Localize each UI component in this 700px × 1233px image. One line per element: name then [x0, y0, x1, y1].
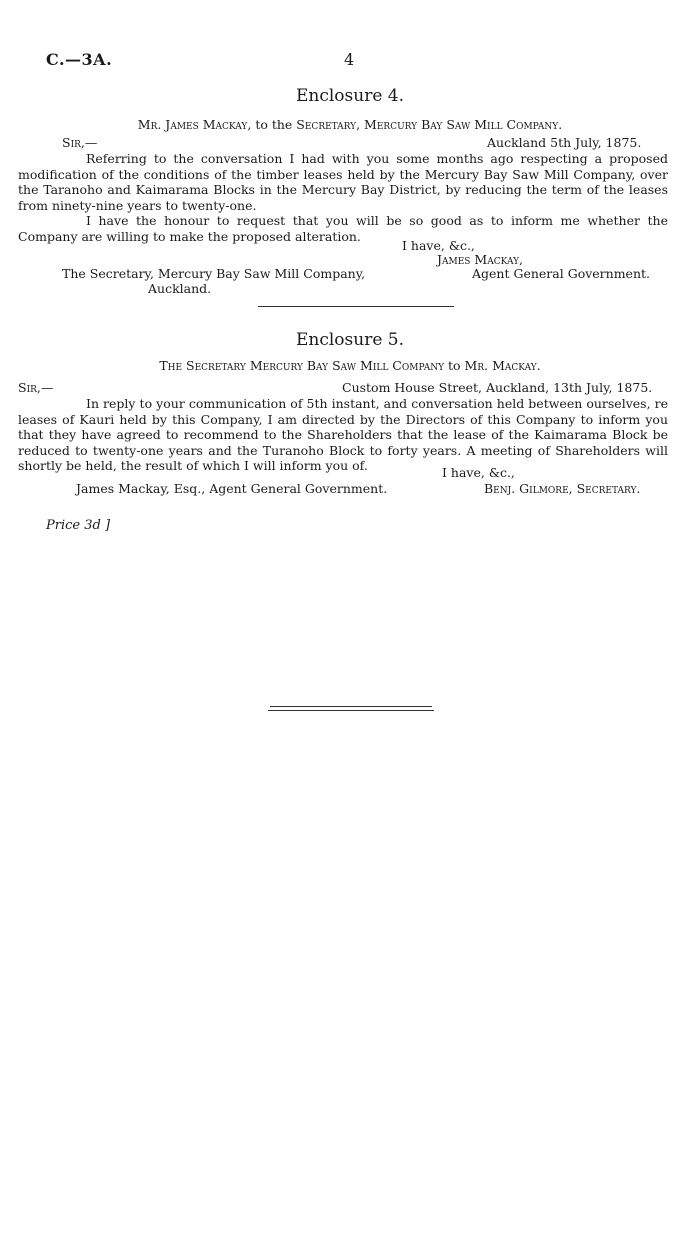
page-number: 4 [344, 50, 355, 69]
enclosure-4-salutation: Sir,— [62, 135, 98, 150]
enclosure-5-salutation: Sir,— [18, 380, 54, 395]
section-divider [258, 306, 454, 307]
document-reference: C.—3A. [46, 50, 113, 69]
enclosure-4-date: Auckland 5th July, 1875. [487, 135, 642, 150]
enclosure-5-addressee: James Mackay, Esq., Agent General Government. [76, 481, 388, 496]
end-rule-top [270, 706, 432, 707]
enclosure-4-addressee-line-1: The Secretary, Mercury Bay Saw Mill Company, [62, 266, 366, 281]
enclosure-5-signature: Benj. Gilmore, Secretary. [484, 481, 641, 496]
enclosure-4-connector: to the [255, 117, 293, 132]
enclosure-5-from: The Secretary Mercury Bay Saw Mill Company [159, 358, 445, 373]
enclosure-4-subtitle: Mr. James Mackay, to the Secretary, Mercury Bay Saw Mill Company. [137, 117, 563, 132]
enclosure-4-signature-name: James Mackay, [437, 252, 524, 267]
enclosure-5-connector: to [448, 358, 461, 373]
enclosure-5-subtitle [0, 358, 700, 373]
enclosure-5-title: Enclosure 5. [295, 330, 405, 350]
end-rule-bottom [268, 710, 434, 711]
enclosure-4-addressee-line-2: Auckland. [148, 281, 212, 296]
enclosure-4-closing: I have, &c., [402, 238, 475, 253]
enclosure-5-date: Custom House Street, Auckland, 13th July, 1875. [342, 380, 653, 395]
enclosure-4-paragraph-1: Referring to the conversation I had with you some months ago respecting a proposed modification of the conditions of the timber leases held by the Mercury Bay Saw Mill Company, over the Taranoho and Kaimarama Blocks in the Mercury Bay District, by reducing the term of the leases from ninety-nine years to twenty-one. [18, 151, 668, 213]
enclosure-5-paragraph-1: In reply to your communication of 5th instant, and conversation held between ourselves, re leases of Kauri held by this Company, I am directed by the Directors of this Company to inform you that they have agreed to recommend to the Shareholders that the lease of the Kaimarama Block be reduced to twenty-one years and the Turanoho Block to forty years. A meeting of Shareholders will shortly be held, the result of which I will inform you of. [18, 396, 668, 473]
enclosure-5-closing: I have, &c., [442, 465, 515, 480]
price-note: Price 3d ] [46, 518, 111, 533]
enclosure-4-paragraph-2: I have the honour to request that you will be so good as to inform me whether the Company are willing to make the proposed alteration. [18, 213, 668, 244]
enclosure-4-signature-title: Agent General Government. [472, 266, 650, 281]
enclosure-5-to: Mr. Mackay. [464, 358, 541, 373]
enclosure-4-from: Mr. James Mackay [137, 117, 248, 132]
enclosure-4-to: Secretary, Mercury Bay Saw Mill Company. [296, 117, 563, 132]
enclosure-4-title: Enclosure 4. [295, 86, 405, 106]
